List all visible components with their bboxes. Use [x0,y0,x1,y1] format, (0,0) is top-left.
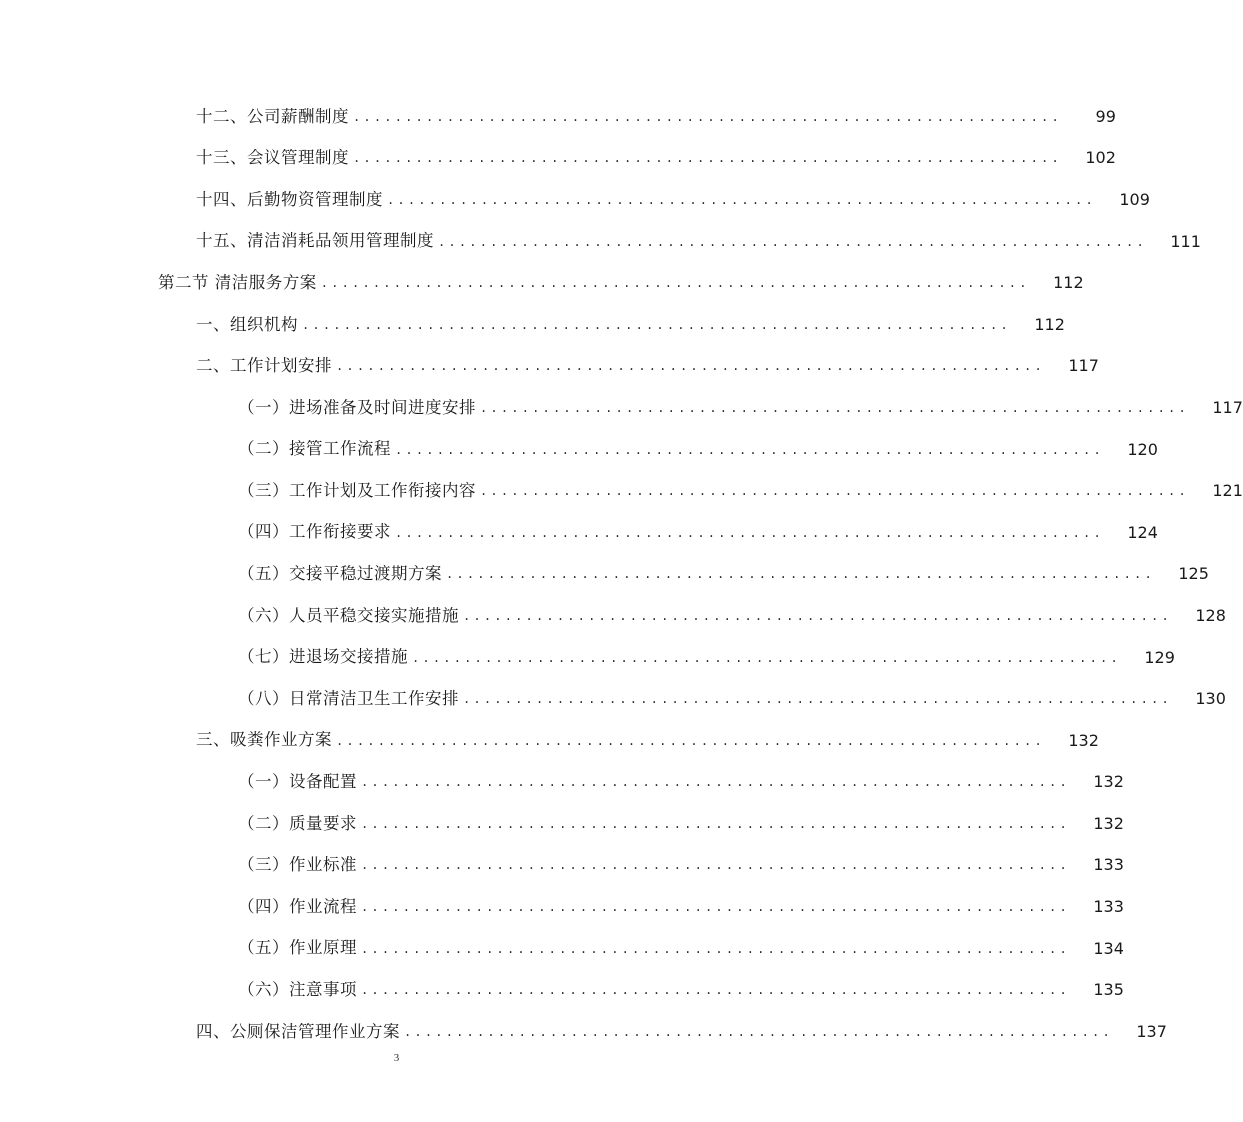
toc-entry-sub[interactable] [0,554,1209,596]
toc-entry-title: （八）日常清洁卫生工作安排 [238,688,459,708]
toc-entry-sub[interactable] [0,762,1124,804]
toc-entry-sub[interactable] [0,969,1124,1011]
toc-page-number: 135 [1093,980,1124,1000]
toc-entry-sub[interactable] [0,678,1226,720]
toc-dot-leader: .................................................................... [438,234,1147,249]
toc-page-number: 112 [1034,314,1065,334]
toc-entry-title: 第二节 清洁服务方案 [158,272,317,292]
toc-dot-leader: .................................................................... [361,941,1070,956]
toc-entry-section[interactable] [0,262,1084,304]
toc-entry-sub[interactable] [0,470,1243,512]
toc-dot-leader: .................................................................... [395,442,1104,457]
toc-entry[interactable] [0,179,1150,221]
toc-page-number: 125 [1178,564,1209,584]
toc-page-number: 117 [1068,356,1099,376]
toc-entry-title: （六）注意事项 [238,980,357,1000]
toc-entry-title: （六）人员平稳交接实施措施 [238,605,459,625]
toc-entry-sub[interactable] [0,595,1226,637]
toc-entry-title: 二、工作计划安排 [196,356,332,376]
toc-dot-leader: .................................................................... [336,733,1045,748]
toc-page-number: 109 [1119,189,1150,209]
toc-entry[interactable] [0,138,1116,180]
toc-dot-leader: .................................................................... [387,192,1096,207]
toc-dot-leader: .................................................................... [480,400,1189,415]
toc-entry-sub[interactable] [0,512,1158,554]
toc-entry-sub[interactable] [0,803,1124,845]
toc-dot-leader: .................................................................... [395,525,1104,540]
toc-dot-leader: .................................................................... [320,276,1030,291]
toc-entry-title: 一、组织机构 [196,314,298,334]
toc-page-number: 130 [1195,689,1226,709]
toc-dot-leader: .................................................................... [480,484,1189,499]
toc-page-number: 129 [1144,647,1175,667]
toc-page-number: 133 [1093,897,1124,917]
toc-entry-title: （四）作业流程 [238,896,357,916]
toc-dot-leader: .................................................................... [463,692,1172,707]
toc-dot-leader: .................................................................... [361,983,1070,998]
toc-dot-leader: .................................................................... [353,109,1062,124]
toc-dot-leader: .................................................................... [353,151,1062,166]
toc-page-number: 132 [1093,813,1124,833]
toc-page-number: 132 [1093,772,1124,792]
toc-dot-leader: .................................................................... [361,858,1070,873]
toc-entry-title: 四、公厕保洁管理作业方案 [196,1021,400,1041]
toc-entry-title: 十五、清洁消耗品领用管理制度 [196,231,434,251]
toc-entry-title: （三）工作计划及工作衔接内容 [238,480,476,500]
toc-entry[interactable] [0,221,1201,263]
toc-page-number: 134 [1093,938,1124,958]
toc-dot-leader: .................................................................... [302,317,1011,332]
toc-entry-title: （一）进场准备及时间进度安排 [238,397,476,417]
toc-entry-title: （五）交接平稳过渡期方案 [238,564,442,584]
toc-entry-title: 三、吸粪作业方案 [196,730,332,750]
toc-entry-sub[interactable] [0,387,1243,429]
toc-page-number: 111 [1170,231,1201,251]
toc-entry-title: （二）接管工作流程 [238,439,391,459]
toc-page-number: 121 [1212,481,1243,501]
toc-entry[interactable] [0,720,1099,762]
toc-page-number: 102 [1085,148,1116,168]
toc-dot-leader: .................................................................... [361,900,1070,915]
toc-page-number: 99 [1095,106,1116,126]
toc-entry[interactable] [0,96,1116,138]
toc-entry-title: 十三、会议管理制度 [196,148,349,168]
toc-entry-sub[interactable] [0,886,1124,928]
toc-entry-title: （五）作业原理 [238,938,357,958]
toc-dot-leader: .................................................................... [463,608,1172,623]
toc-dot-leader: .................................................................... [361,816,1070,831]
toc-page-number: 120 [1127,439,1158,459]
toc-entry[interactable] [0,1011,1167,1053]
toc-entry-title: 十二、公司薪酬制度 [196,106,349,126]
toc-dot-leader: .................................................................... [336,359,1045,374]
toc-entry-sub[interactable] [0,637,1175,679]
toc-entry-title: （一）设备配置 [238,772,357,792]
toc-entry[interactable] [0,346,1099,388]
toc-entry[interactable] [0,304,1065,346]
toc-entry-title: 十四、后勤物资管理制度 [196,189,383,209]
table-of-contents [0,96,1243,1053]
footer-page-number: 3 [393,1052,400,1064]
toc-dot-leader: .................................................................... [446,567,1155,582]
toc-entry-title: （二）质量要求 [238,813,357,833]
toc-entry-title: （三）作业标准 [238,855,357,875]
toc-dot-leader: .................................................................... [404,1024,1113,1039]
toc-page-number: 132 [1068,730,1099,750]
toc-dot-leader: .................................................................... [361,775,1070,790]
toc-page-number: 112 [1053,273,1084,293]
toc-entry-sub[interactable] [0,928,1124,970]
toc-entry-sub[interactable] [0,845,1124,887]
toc-dot-leader: .................................................................... [412,650,1121,665]
toc-page-number: 137 [1136,1021,1167,1041]
toc-entry-title: （四）工作衔接要求 [238,522,391,542]
toc-page-number: 133 [1093,855,1124,875]
toc-entry-title: （七）进退场交接措施 [238,647,408,667]
toc-entry-sub[interactable] [0,429,1158,471]
toc-page-number: 117 [1212,397,1243,417]
toc-page-number: 124 [1127,522,1158,542]
toc-page-number: 128 [1195,605,1226,625]
